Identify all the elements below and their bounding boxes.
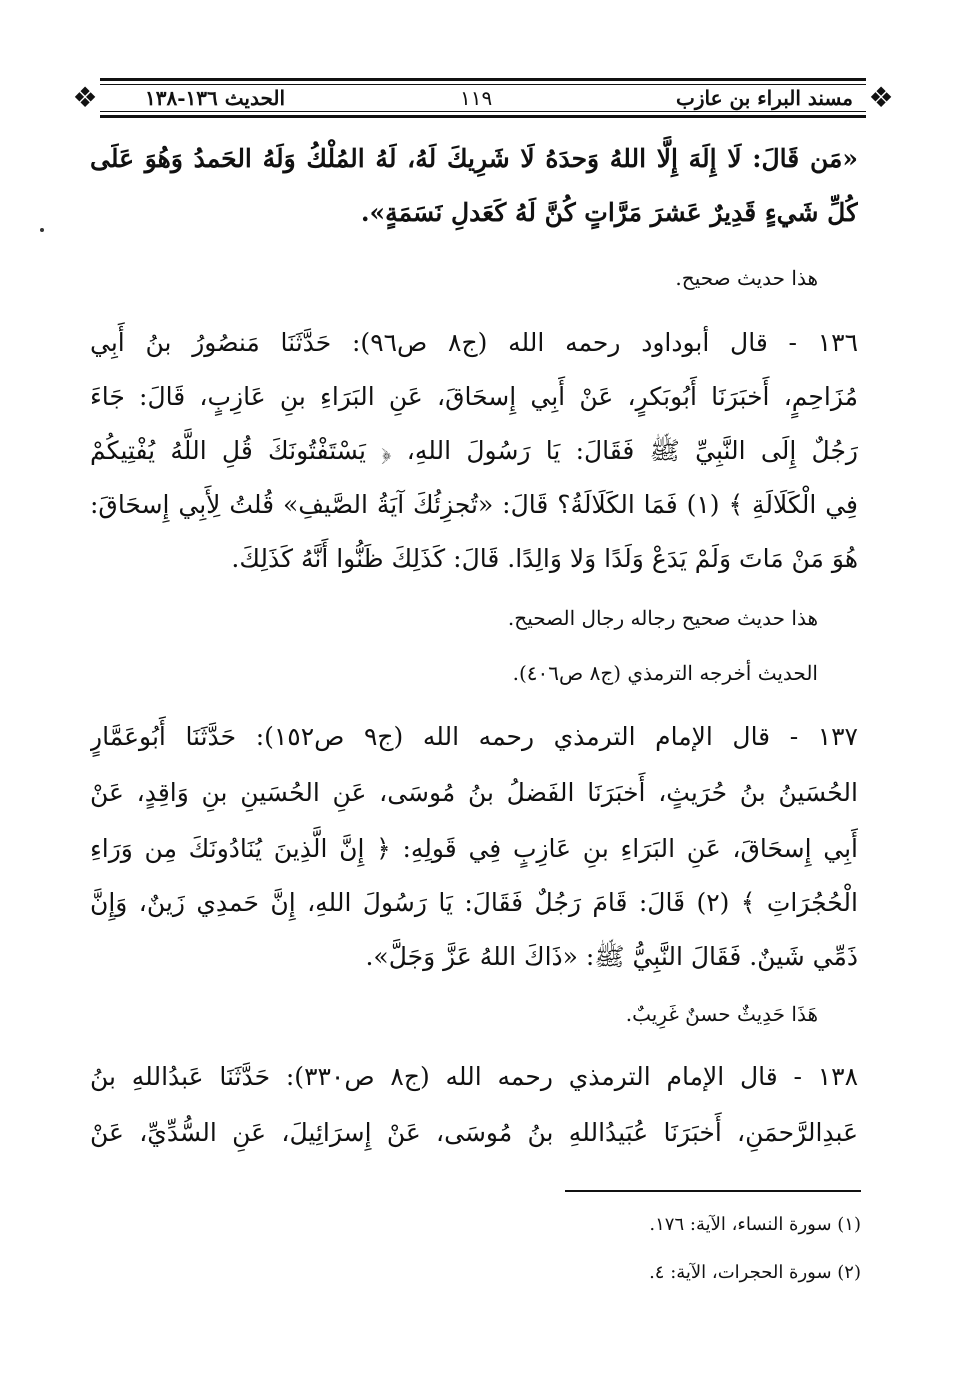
text-line: أَبِي إِسحَاقَ، عَنِ البَرَاءِ بنِ عَازِبٍ فِي قَولِهِ: ﴿ إِنَّ الَّذِينَ يُنَادُونَكَ مِن وَرَاءِ [90, 834, 858, 863]
text-line: كُلِّ شَيءٍ قَدِيرٌ عَشرَ مَرَّاتٍ كُنَّ لَهُ كَعَدلِ نَسَمَةٍ». [360, 198, 858, 227]
hadith-137-line: ١٣٧ - قال الإمام الترمذي رحمه الله (ج٩ ص١٥٢): حَدَّثَنَا أَبُوعَمَّارٍ [90, 722, 858, 751]
text-line: الحُسَينُ بنُ حُرَيثٍ، أَخبَرَنَا الفَضلُ بنُ مُوسَى، عَنِ الحُسَينِ بنِ وَاقِدٍ، عَنْ [90, 778, 858, 807]
text-line: فِي الْكَلَالَةِ ﴾ (١) فَمَا الكَلَالَةُ؟ قَالَ: «تُجزِئُكَ آيَةُ الصَّيفِ» قُلتُ لِأَبِي إِسحَاقَ: [90, 490, 858, 519]
footnote-2: (٢) سورة الحجرات، الآية: ٤. [649, 1262, 861, 1283]
page-number: ١١٩ [460, 86, 493, 110]
grading-note: هذا حديث صحيح. [675, 266, 818, 290]
text-line: مُزَاحِمٍ، أَخبَرَنَا أَبُوبَكرٍ، عَنْ أَبِي إِسحَاقَ، عَنِ البَرَاءِ بنِ عَازِبٍ، قَالَ: جَاءَ [90, 382, 858, 411]
takhrij-note: الحديث أخرجه الترمذي (ج٨ ص٤٠٦). [512, 661, 818, 685]
hadith-range: الحديث ١٣٦-١٣٨ [145, 86, 286, 110]
grading-note: هذا حديث صحيح رجاله رجال الصحيح. [507, 606, 818, 630]
grading-note: هَذَا حَدِيثٌ حسنٌ غَرِيبٌ. [625, 1002, 818, 1026]
footnote-separator [565, 1190, 861, 1192]
text-line: هُوَ مَنْ مَاتَ وَلَمْ يَدَعْ وَلَدًا وَلا وَالِدًا. قَالَ: كَذَلِكَ ظَنُّوا أَنَّهُ كَذَلِكَ. [231, 544, 858, 573]
hadith-138-line: ١٣٨ - قال الإمام الترمذي رحمه الله (ج٨ ص٣٣٠): حَدَّثَنَا عَبدُاللهِ بنُ [90, 1062, 858, 1091]
text-line: رَجُلٌ إِلَى النَّبِيِّ ﷺ فَقَالَ: يَا رَسُولَ اللهِ، ﴿ يَسْتَفْتُونَكَ قُلِ اللَّهُ يُفْتِيكُمْ [90, 436, 858, 465]
text-line: عَبدِالرَّحمَنِ، أَخبَرَنَا عُبَيدُاللهِ بنُ مُوسَى، عَنْ إِسرَائِيلَ، عَنِ السُّدِّيِّ، عَنْ [90, 1118, 858, 1147]
text-line: «مَن قَالَ: لَا إِلَهَ إِلَّا اللهُ وَحدَهُ لَا شَرِيكَ لَهُ، لَهُ المُلْكُ وَلَهُ الحَمدُ وَهُوَ عَلَى [90, 144, 858, 173]
header-ornament-left-icon: ❖ [72, 81, 98, 114]
text-line: الْحُجُرَاتِ ﴾ (٢) قَالَ: قَامَ رَجُلٌ فَقَالَ: يَا رَسُولَ اللهِ، إِنَّ حَمدِي زَينٌ، وَإِنَّ [90, 888, 858, 917]
text-line: ذَمِّي شَينٌ. فَقَالَ النَّبِيُّ ﷺ: «ذَاكَ اللهُ عَزَّ وَجَلَّ». [365, 942, 858, 971]
running-title: مسند البراء بن عازب [676, 86, 853, 110]
stray-mark [40, 228, 44, 232]
footnote-1: (١) سورة النساء، الآية: ١٧٦. [649, 1214, 861, 1235]
header-ornament-right-icon: ❖ [868, 81, 894, 114]
hadith-136-line: ١٣٦ - قال أبوداود رحمه الله (ج٨ ص٩٦): حَدَّثَنَا مَنصُورُ بنُ أَبِي [90, 328, 858, 357]
